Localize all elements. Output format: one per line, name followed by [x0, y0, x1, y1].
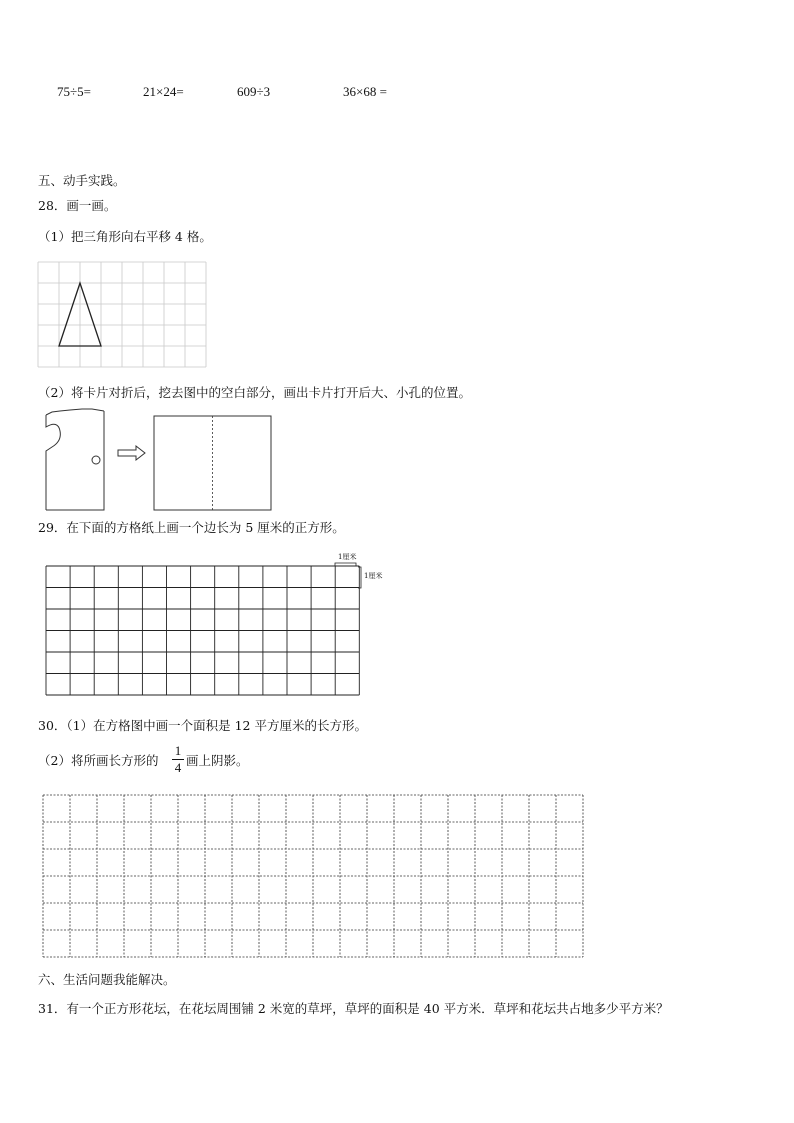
opened-card — [154, 416, 271, 510]
q28-part2: （2）将卡片对折后，挖去图中的空白部分，画出卡片打开后大、小孔的位置。 — [38, 385, 471, 400]
folded-card — [46, 409, 104, 510]
q28-part1: （1）把三角形向右平移 4 格。 — [38, 229, 212, 244]
equation-2: 21×24= — [143, 84, 184, 99]
fraction-denominator: 4 — [174, 760, 182, 775]
unit-label-horizontal: 1厘米 — [338, 553, 357, 561]
section-5-heading: 五、动手实践。 — [38, 173, 126, 188]
triangle-grid — [38, 262, 206, 367]
q28-title: 28．画一画。 — [38, 198, 117, 213]
q29-title: 29．在下面的方格纸上画一个边长为 5 厘米的正方形。 — [38, 520, 345, 535]
fraction-numerator: 1 — [174, 743, 182, 758]
section-6-heading: 六、生活问题我能解决。 — [38, 972, 176, 987]
equation-1: 75÷5= — [57, 84, 91, 99]
q30-part2-prefix: （2）将所画长方形的 — [38, 753, 159, 768]
q30-grid — [43, 795, 583, 957]
unit-label-vertical: 1厘米 — [364, 572, 383, 580]
q31-text: 31．有一个正方形花坛，在花坛周围铺 2 米宽的草坪，草坪的面积是 40 平方米．草坪和花坛共占地多少平方米？ — [38, 1001, 669, 1016]
fraction-one-quarter — [172, 744, 184, 775]
q30-part1: 30．（1）在方格图中画一个面积是 12 平方厘米的长方形。 — [38, 718, 367, 733]
q30-part2-suffix: 画上阴影。 — [186, 753, 249, 768]
q29-grid — [46, 566, 359, 695]
equation-4: 36×68 = — [343, 84, 387, 99]
arrow-icon — [118, 446, 145, 460]
unit-markers — [335, 563, 361, 588]
equation-3: 609÷3 — [237, 84, 271, 99]
